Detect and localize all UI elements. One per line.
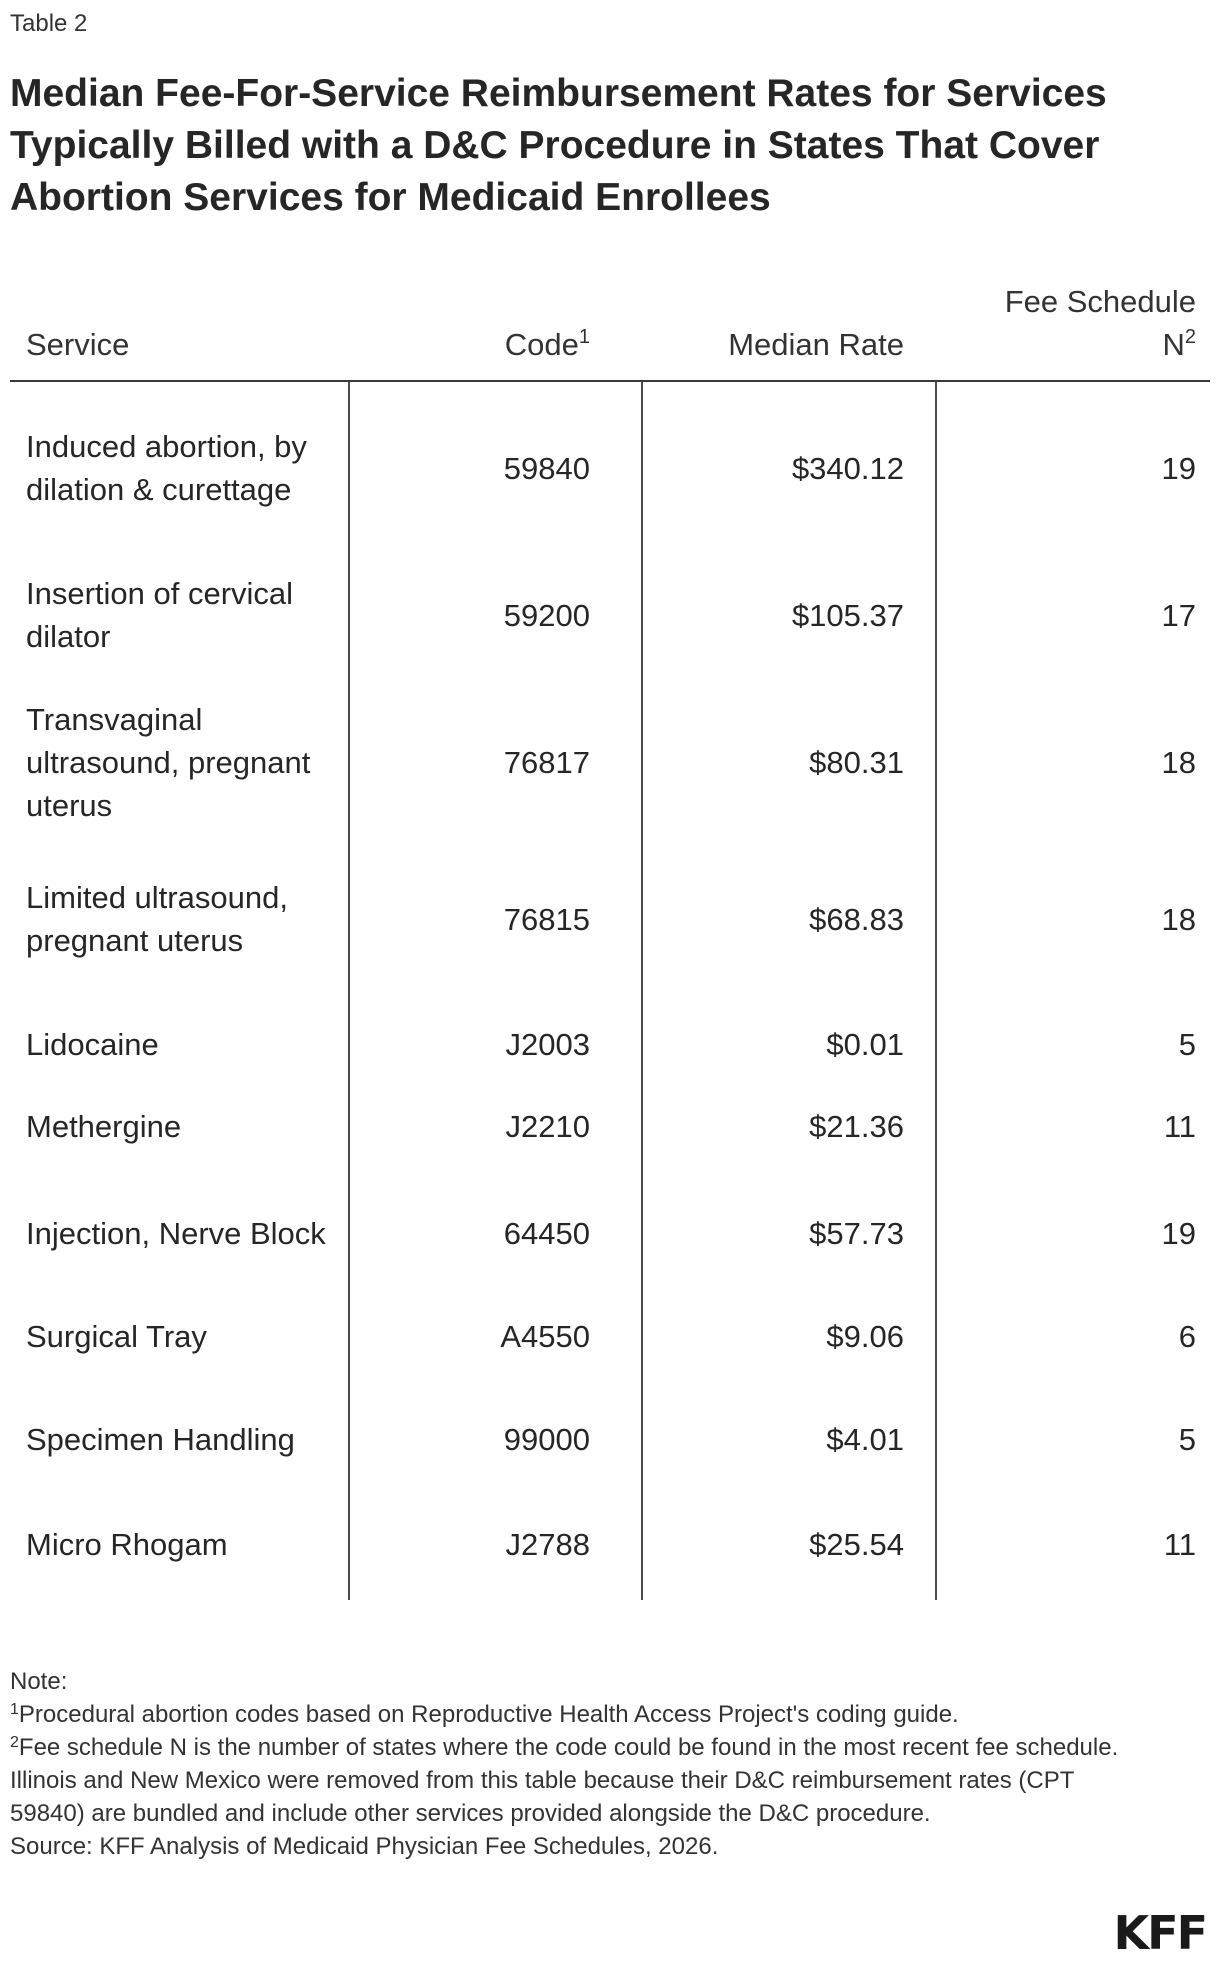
table-row	[10, 1168, 1210, 1298]
table-notes	[10, 1665, 1120, 1863]
cell-fee-schedule-n: 18	[1161, 744, 1196, 780]
header-median-rate: Median Rate	[728, 327, 904, 362]
cell-fee-schedule-n: 11	[1163, 1526, 1196, 1562]
table-title: Median Fee-For-Service Reimbursement Rates for Services Typically Billed with a D&C Procedure in States That Cover Abortion Services for Medicaid Enrollees	[10, 72, 1107, 219]
cell-service: Insertion of cervical dilator	[26, 576, 294, 654]
cell-median-rate: $340.12	[791, 450, 904, 486]
table-row	[10, 1004, 1210, 1085]
footnote-1-marker: 1	[10, 1701, 19, 1718]
cell-median-rate: $57.73	[809, 1215, 904, 1251]
cell-service: Surgical Tray	[26, 1318, 207, 1354]
cell-median-rate: $68.83	[809, 901, 904, 937]
cell-median-rate: $21.36	[809, 1109, 904, 1144]
cell-fee-schedule-n: 5	[1178, 1027, 1196, 1062]
cell-fee-schedule-n: 17	[1161, 597, 1196, 633]
cell-service: Transvaginal ultrasound, pregnant uterus	[26, 701, 311, 823]
header-fee-schedule-line2	[1005, 323, 1196, 366]
cell-service: Injection, Nerve Block	[26, 1215, 326, 1251]
table-row	[10, 1504, 1210, 1584]
table-row	[10, 690, 1210, 834]
footnote-2	[10, 1731, 1120, 1764]
cell-median-rate: $0.01	[826, 1027, 904, 1062]
cell-code: J2210	[505, 1109, 590, 1144]
source-note: Source: KFF Analysis of Medicaid Physician Fee Schedules, 2026.	[10, 1833, 719, 1860]
footnote-2-marker: 2	[10, 1734, 19, 1751]
cell-fee-schedule-n: 19	[1161, 1215, 1196, 1251]
footnote-2-text: Fee schedule N is the number of states where the code could be found in the most recent fee schedule.	[18, 1734, 1119, 1761]
cell-median-rate: $80.31	[809, 744, 904, 780]
table-row	[10, 396, 1210, 540]
cell-code: 59840	[503, 450, 590, 486]
cell-median-rate: $25.54	[809, 1526, 904, 1562]
cell-service: Specimen Handling	[26, 1421, 295, 1457]
header-fee-schedule-line1: Fee Schedule	[1004, 284, 1196, 319]
cell-code: 76817	[503, 744, 590, 780]
kff-logo: KFF	[1113, 1906, 1206, 1960]
cell-median-rate: $9.06	[826, 1318, 904, 1354]
data-table	[10, 270, 1210, 1584]
footnote-1	[10, 1698, 1120, 1731]
table-label: Table 2	[10, 10, 88, 37]
cell-code: J2003	[505, 1027, 590, 1062]
header-code-footnote-marker: 1	[578, 326, 590, 348]
cell-service: Limited ultrasound, pregnant uterus	[26, 880, 288, 958]
footnote-1-text: Procedural abortion codes based on Reproductive Health Access Project's coding guide.	[18, 1701, 959, 1728]
table-row	[10, 1374, 1210, 1504]
header-code-label: Code	[504, 327, 579, 362]
cell-code: 99000	[503, 1421, 590, 1457]
table-row	[10, 1298, 1210, 1374]
cell-service: Micro Rhogam	[26, 1526, 228, 1562]
cell-median-rate: $105.37	[791, 597, 904, 633]
header-service: Service	[26, 327, 130, 362]
cell-service: Lidocaine	[26, 1027, 159, 1062]
table-row	[10, 1085, 1210, 1168]
cell-code: 76815	[503, 901, 590, 937]
cell-fee-schedule-n: 6	[1178, 1318, 1196, 1354]
header-fee-schedule-footnote-marker: 2	[1184, 326, 1196, 348]
table-body	[10, 382, 1210, 1584]
cell-code: 59200	[503, 597, 590, 633]
cell-fee-schedule-n: 19	[1161, 450, 1196, 486]
cell-service: Induced abortion, by dilation & curettage	[26, 429, 307, 507]
table-header	[10, 270, 1210, 382]
cell-code: 64450	[503, 1215, 590, 1251]
header-fee-schedule-n-label: N	[1162, 327, 1185, 362]
cell-code: A4550	[500, 1318, 590, 1354]
cell-median-rate: $4.01	[826, 1421, 904, 1457]
cell-fee-schedule-n: 18	[1161, 901, 1196, 937]
header-fee-schedule-n	[1005, 280, 1196, 366]
table-row	[10, 540, 1210, 690]
cell-service: Methergine	[26, 1109, 182, 1144]
notes-heading: Note:	[10, 1668, 68, 1695]
exclusion-note: Illinois and New Mexico were removed from this table because their D&C reimbursement rates (CPT 59840) are bundled and include other services provided alongside the D&C procedure.	[10, 1767, 1074, 1827]
table-row	[10, 834, 1210, 1004]
cell-fee-schedule-n: 11	[1163, 1109, 1196, 1144]
header-code	[505, 323, 590, 366]
cell-code: J2788	[505, 1526, 590, 1562]
cell-fee-schedule-n: 5	[1178, 1421, 1196, 1457]
